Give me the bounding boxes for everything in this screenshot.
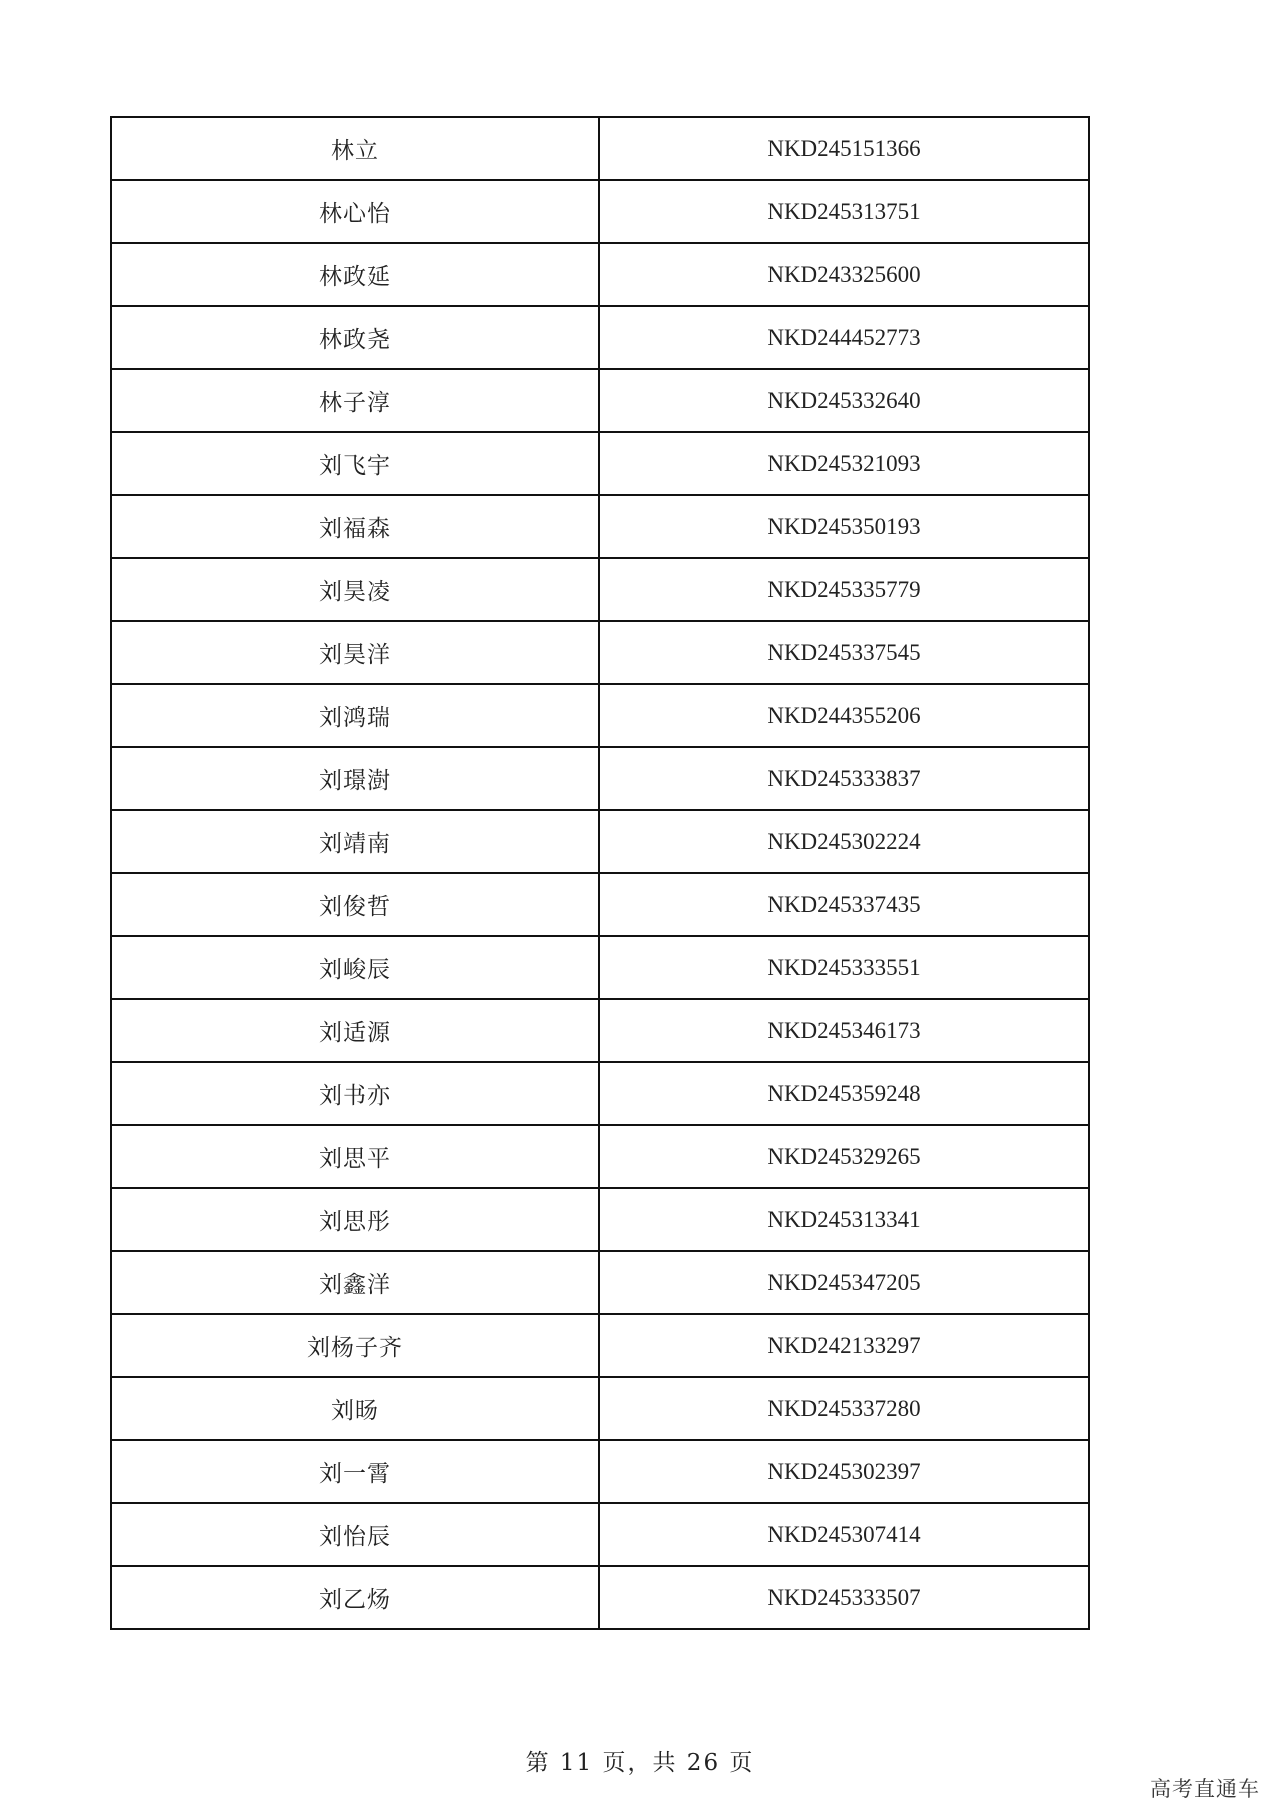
table-row <box>111 810 1089 873</box>
candidate-id-cell: NKD245307414 <box>599 1503 1089 1566</box>
table-row <box>111 117 1089 180</box>
student-name-cell: 林政尧 <box>111 306 599 369</box>
candidate-id-cell: NKD245335779 <box>599 558 1089 621</box>
candidate-id-cell: NKD245151366 <box>599 117 1089 180</box>
candidate-id-cell: NKD244355206 <box>599 684 1089 747</box>
candidate-id-cell: NKD245313341 <box>599 1188 1089 1251</box>
student-name-cell: 林子淳 <box>111 369 599 432</box>
candidate-id-cell: NKD245321093 <box>599 432 1089 495</box>
student-name-cell: 刘靖南 <box>111 810 599 873</box>
table-row <box>111 1251 1089 1314</box>
candidate-id-cell: NKD245359248 <box>599 1062 1089 1125</box>
candidate-id-cell: NKD245337545 <box>599 621 1089 684</box>
student-name-cell: 刘俊哲 <box>111 873 599 936</box>
candidate-id-cell: NKD245302397 <box>599 1440 1089 1503</box>
student-name-cell: 刘书亦 <box>111 1062 599 1125</box>
student-name-cell: 刘峻辰 <box>111 936 599 999</box>
student-name-cell: 刘鸿瑞 <box>111 684 599 747</box>
candidate-id-cell: NKD242133297 <box>599 1314 1089 1377</box>
student-name-cell: 刘昊凌 <box>111 558 599 621</box>
table-row <box>111 1188 1089 1251</box>
student-name-cell: 刘昊洋 <box>111 621 599 684</box>
candidate-id-cell: NKD243325600 <box>599 243 1089 306</box>
student-name-cell: 林立 <box>111 117 599 180</box>
candidate-id-cell: NKD245347205 <box>599 1251 1089 1314</box>
table-row <box>111 432 1089 495</box>
table-row <box>111 873 1089 936</box>
student-name-cell: 刘福森 <box>111 495 599 558</box>
table-row <box>111 180 1089 243</box>
student-name-cell: 刘适源 <box>111 999 599 1062</box>
student-name-cell: 刘旸 <box>111 1377 599 1440</box>
student-name-cell: 刘思平 <box>111 1125 599 1188</box>
student-name-cell: 刘思彤 <box>111 1188 599 1251</box>
candidate-id-cell: NKD245333507 <box>599 1566 1089 1629</box>
page-number-footer: 第 11 页，共 26 页 <box>525 1750 755 1776</box>
table-row <box>111 1062 1089 1125</box>
student-name-cell: 刘璟澍 <box>111 747 599 810</box>
table-row <box>111 999 1089 1062</box>
table-row <box>111 1125 1089 1188</box>
candidate-id-cell: NKD245302224 <box>599 810 1089 873</box>
candidate-id-cell: NKD245313751 <box>599 180 1089 243</box>
candidate-id-cell: NKD244452773 <box>599 306 1089 369</box>
table-row <box>111 306 1089 369</box>
student-name-cell: 刘鑫洋 <box>111 1251 599 1314</box>
candidate-id-cell: NKD245346173 <box>599 999 1089 1062</box>
candidate-id-cell: NKD245332640 <box>599 369 1089 432</box>
student-name-cell: 刘一霄 <box>111 1440 599 1503</box>
candidate-id-cell: NKD245337435 <box>599 873 1089 936</box>
student-name-cell: 林政延 <box>111 243 599 306</box>
table-row <box>111 621 1089 684</box>
table-row <box>111 936 1089 999</box>
table-row <box>111 1566 1089 1629</box>
table-row <box>111 495 1089 558</box>
candidate-id-cell: NKD245333551 <box>599 936 1089 999</box>
roster-table-body <box>111 117 1089 1629</box>
table-row <box>111 243 1089 306</box>
watermark-text: 高考直通车 <box>1150 1777 1260 1801</box>
table-row <box>111 747 1089 810</box>
candidate-id-cell: NKD245329265 <box>599 1125 1089 1188</box>
table-row <box>111 558 1089 621</box>
student-name-cell: 刘乙炀 <box>111 1566 599 1629</box>
candidate-id-cell: NKD245350193 <box>599 495 1089 558</box>
candidate-id-cell: NKD245337280 <box>599 1377 1089 1440</box>
candidate-id-cell: NKD245333837 <box>599 747 1089 810</box>
student-name-cell: 刘飞宇 <box>111 432 599 495</box>
table-row <box>111 1440 1089 1503</box>
student-name-cell: 刘怡辰 <box>111 1503 599 1566</box>
student-name-cell: 林心怡 <box>111 180 599 243</box>
student-name-cell: 刘杨子齐 <box>111 1314 599 1377</box>
table-row <box>111 1377 1089 1440</box>
table-row <box>111 1314 1089 1377</box>
table-row <box>111 684 1089 747</box>
table-row <box>111 369 1089 432</box>
table-row <box>111 1503 1089 1566</box>
roster-table <box>110 116 1090 1630</box>
